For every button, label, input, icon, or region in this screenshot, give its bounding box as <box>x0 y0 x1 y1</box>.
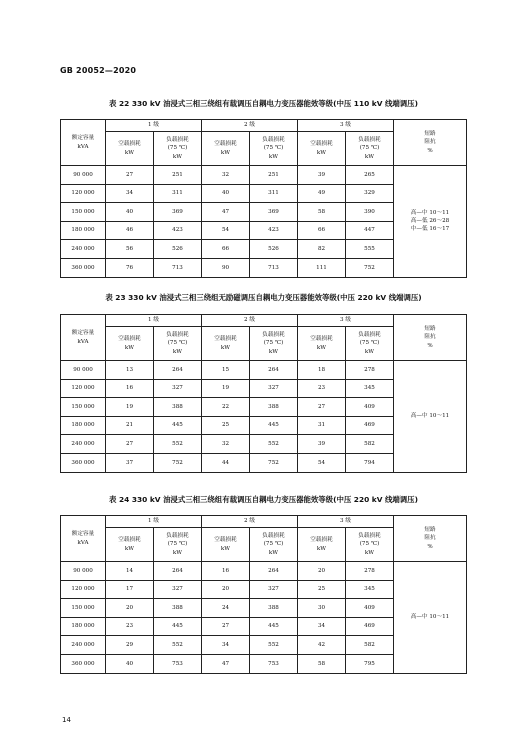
table-cell: 58 <box>298 654 346 673</box>
table-cell: 278 <box>346 361 394 380</box>
table-cell: 180 000 <box>61 221 106 240</box>
table-cell: 90 000 <box>61 166 106 185</box>
level-1-header: 1 级 <box>106 120 202 132</box>
table-cell: 469 <box>346 617 394 636</box>
table-cell: 240 000 <box>61 636 106 655</box>
table-cell: 46 <box>106 221 154 240</box>
table-cell: 423 <box>154 221 202 240</box>
level-2-header: 2 级 <box>202 315 298 327</box>
impedance-cell: 高—中 10～11 高—低 26～28 中—低 16～17 <box>394 166 467 278</box>
table-cell: 34 <box>298 617 346 636</box>
table-cell: 58 <box>298 203 346 222</box>
table-cell: 329 <box>346 184 394 203</box>
table-cell: 388 <box>250 599 298 618</box>
load-loss-header: 负载损耗 (75 ℃) kW <box>346 528 394 562</box>
table-cell: 180 000 <box>61 416 106 435</box>
table-cell: 25 <box>202 416 250 435</box>
table-cell: 76 <box>106 258 154 277</box>
table-cell: 150 000 <box>61 398 106 417</box>
table-cell: 120 000 <box>61 184 106 203</box>
table-cell: 54 <box>202 221 250 240</box>
table-row <box>61 562 467 581</box>
table-cell: 311 <box>154 184 202 203</box>
table-cell: 120 000 <box>61 379 106 398</box>
level-3-header: 3 级 <box>298 315 394 327</box>
no-load-loss-header: 空载损耗 kW <box>298 132 346 166</box>
table-cell: 752 <box>346 258 394 277</box>
no-load-loss-header: 空载损耗 kW <box>202 132 250 166</box>
table-23 <box>60 314 467 473</box>
table-cell: 265 <box>346 166 394 185</box>
table-cell: 90 000 <box>61 562 106 581</box>
table-cell: 240 000 <box>61 240 106 259</box>
table-cell: 24 <box>202 599 250 618</box>
table-cell: 552 <box>250 636 298 655</box>
table-row <box>61 361 467 380</box>
table-cell: 752 <box>154 453 202 472</box>
table-cell: 120 000 <box>61 580 106 599</box>
table-cell: 13 <box>106 361 154 380</box>
table-cell: 37 <box>106 453 154 472</box>
table-cell: 264 <box>250 361 298 380</box>
table-cell: 327 <box>250 379 298 398</box>
table-cell: 445 <box>250 416 298 435</box>
table-cell: 32 <box>202 166 250 185</box>
table-cell: 32 <box>202 435 250 454</box>
table-cell: 445 <box>154 416 202 435</box>
table-22 <box>60 119 467 278</box>
table-cell: 27 <box>106 166 154 185</box>
table-cell: 240 000 <box>61 435 106 454</box>
table-cell: 180 000 <box>61 617 106 636</box>
table-cell: 327 <box>154 379 202 398</box>
table-cell: 34 <box>106 184 154 203</box>
table-cell: 713 <box>250 258 298 277</box>
impedance-header: 短路 阻抗 % <box>394 516 467 562</box>
table-cell: 713 <box>154 258 202 277</box>
table-cell: 409 <box>346 599 394 618</box>
capacity-header: 额定容量 kVA <box>61 120 106 166</box>
load-loss-header: 负载损耗 (75 ℃) kW <box>154 528 202 562</box>
table-cell: 526 <box>154 240 202 259</box>
table-cell: 20 <box>298 562 346 581</box>
table-22-title: 表 22 330 kV 油浸式三相三绕组有载调压自耦电力变压器能效等级(中压 110 kV 线端调压) <box>109 99 418 108</box>
load-loss-header: 负载损耗 (75 ℃) kW <box>250 528 298 562</box>
table-cell: 111 <box>298 258 346 277</box>
table-cell: 15 <box>202 361 250 380</box>
table-cell: 445 <box>250 617 298 636</box>
table-cell: 552 <box>154 435 202 454</box>
table-cell: 447 <box>346 221 394 240</box>
level-2-header: 2 级 <box>202 516 298 528</box>
table-cell: 251 <box>154 166 202 185</box>
table-cell: 54 <box>298 453 346 472</box>
load-loss-header: 负载损耗 (75 ℃) kW <box>250 327 298 361</box>
table-cell: 82 <box>298 240 346 259</box>
table-24 <box>60 515 467 674</box>
table-cell: 555 <box>346 240 394 259</box>
table-cell: 90 <box>202 258 250 277</box>
level-2-header: 2 级 <box>202 120 298 132</box>
table-cell: 278 <box>346 562 394 581</box>
table-cell: 423 <box>250 221 298 240</box>
table-cell: 582 <box>346 435 394 454</box>
table-cell: 90 000 <box>61 361 106 380</box>
table-cell: 40 <box>202 184 250 203</box>
table-cell: 47 <box>202 654 250 673</box>
page-number: 14 <box>62 716 71 724</box>
table-cell: 17 <box>106 580 154 599</box>
table-cell: 49 <box>298 184 346 203</box>
impedance-header: 短路 阻抗 % <box>394 120 467 166</box>
table-cell: 47 <box>202 203 250 222</box>
table-cell: 22 <box>202 398 250 417</box>
table-cell: 56 <box>106 240 154 259</box>
table-cell: 327 <box>250 580 298 599</box>
table-cell: 264 <box>154 361 202 380</box>
table-cell: 795 <box>346 654 394 673</box>
load-loss-header: 负载损耗 (75 ℃) kW <box>346 132 394 166</box>
table-cell: 19 <box>106 398 154 417</box>
table-cell: 29 <box>106 636 154 655</box>
table-cell: 390 <box>346 203 394 222</box>
table-cell: 16 <box>202 562 250 581</box>
table-cell: 25 <box>298 580 346 599</box>
level-3-header: 3 级 <box>298 516 394 528</box>
level-3-header: 3 级 <box>298 120 394 132</box>
table-cell: 388 <box>250 398 298 417</box>
impedance-cell: 高—中 10～11 <box>394 361 467 473</box>
table-cell: 264 <box>250 562 298 581</box>
table-cell: 21 <box>106 416 154 435</box>
table-cell: 31 <box>298 416 346 435</box>
load-loss-header: 负载损耗 (75 ℃) kW <box>154 327 202 361</box>
table-cell: 753 <box>154 654 202 673</box>
table-cell: 469 <box>346 416 394 435</box>
no-load-loss-header: 空载损耗 kW <box>202 327 250 361</box>
table-cell: 345 <box>346 379 394 398</box>
table-cell: 445 <box>154 617 202 636</box>
table-row <box>61 166 467 185</box>
level-1-header: 1 级 <box>106 315 202 327</box>
table-cell: 27 <box>298 398 346 417</box>
table-cell: 39 <box>298 435 346 454</box>
table-cell: 311 <box>250 184 298 203</box>
table-cell: 150 000 <box>61 203 106 222</box>
no-load-loss-header: 空载损耗 kW <box>106 132 154 166</box>
capacity-header: 额定容量 kVA <box>61 516 106 562</box>
table-cell: 40 <box>106 203 154 222</box>
table-cell: 66 <box>298 221 346 240</box>
table-cell: 369 <box>250 203 298 222</box>
table-cell: 20 <box>202 580 250 599</box>
table-cell: 42 <box>298 636 346 655</box>
table-cell: 360 000 <box>61 453 106 472</box>
table-cell: 552 <box>154 636 202 655</box>
table-cell: 27 <box>202 617 250 636</box>
no-load-loss-header: 空载损耗 kW <box>106 327 154 361</box>
table-23-title: 表 23 330 kV 油浸式三相三绕组无励磁调压自耦电力变压器能效等级(中压 220 kV 线端调压) <box>105 293 422 302</box>
table-cell: 27 <box>106 435 154 454</box>
table-cell: 388 <box>154 398 202 417</box>
table-cell: 19 <box>202 379 250 398</box>
table-cell: 552 <box>250 435 298 454</box>
table-cell: 794 <box>346 453 394 472</box>
table-cell: 327 <box>154 580 202 599</box>
table-cell: 30 <box>298 599 346 618</box>
table-cell: 44 <box>202 453 250 472</box>
impedance-cell: 高—中 10～11 <box>394 562 467 674</box>
table-cell: 752 <box>250 453 298 472</box>
table-cell: 409 <box>346 398 394 417</box>
table-cell: 360 000 <box>61 258 106 277</box>
table-cell: 34 <box>202 636 250 655</box>
capacity-header: 额定容量 kVA <box>61 315 106 361</box>
load-loss-header: 负载损耗 (75 ℃) kW <box>250 132 298 166</box>
table-cell: 16 <box>106 379 154 398</box>
no-load-loss-header: 空载损耗 kW <box>202 528 250 562</box>
table-cell: 18 <box>298 361 346 380</box>
standard-header: GB 20052—2020 <box>60 66 137 75</box>
table-cell: 264 <box>154 562 202 581</box>
no-load-loss-header: 空载损耗 kW <box>298 327 346 361</box>
table-cell: 40 <box>106 654 154 673</box>
table-cell: 150 000 <box>61 599 106 618</box>
load-loss-header: 负载损耗 (75 ℃) kW <box>154 132 202 166</box>
impedance-header: 短路 阻抗 % <box>394 315 467 361</box>
table-cell: 39 <box>298 166 346 185</box>
table-cell: 582 <box>346 636 394 655</box>
table-cell: 66 <box>202 240 250 259</box>
table-cell: 14 <box>106 562 154 581</box>
table-cell: 20 <box>106 599 154 618</box>
table-cell: 388 <box>154 599 202 618</box>
table-cell: 345 <box>346 580 394 599</box>
table-cell: 23 <box>106 617 154 636</box>
no-load-loss-header: 空载损耗 kW <box>298 528 346 562</box>
table-cell: 360 000 <box>61 654 106 673</box>
table-cell: 753 <box>250 654 298 673</box>
table-cell: 23 <box>298 379 346 398</box>
load-loss-header: 负载损耗 (75 ℃) kW <box>346 327 394 361</box>
table-cell: 251 <box>250 166 298 185</box>
table-cell: 526 <box>250 240 298 259</box>
table-24-title: 表 24 330 kV 油浸式三相三绕组有载调压自耦电力变压器能效等级(中压 220 kV 线端调压) <box>109 495 418 504</box>
table-cell: 369 <box>154 203 202 222</box>
no-load-loss-header: 空载损耗 kW <box>106 528 154 562</box>
level-1-header: 1 级 <box>106 516 202 528</box>
